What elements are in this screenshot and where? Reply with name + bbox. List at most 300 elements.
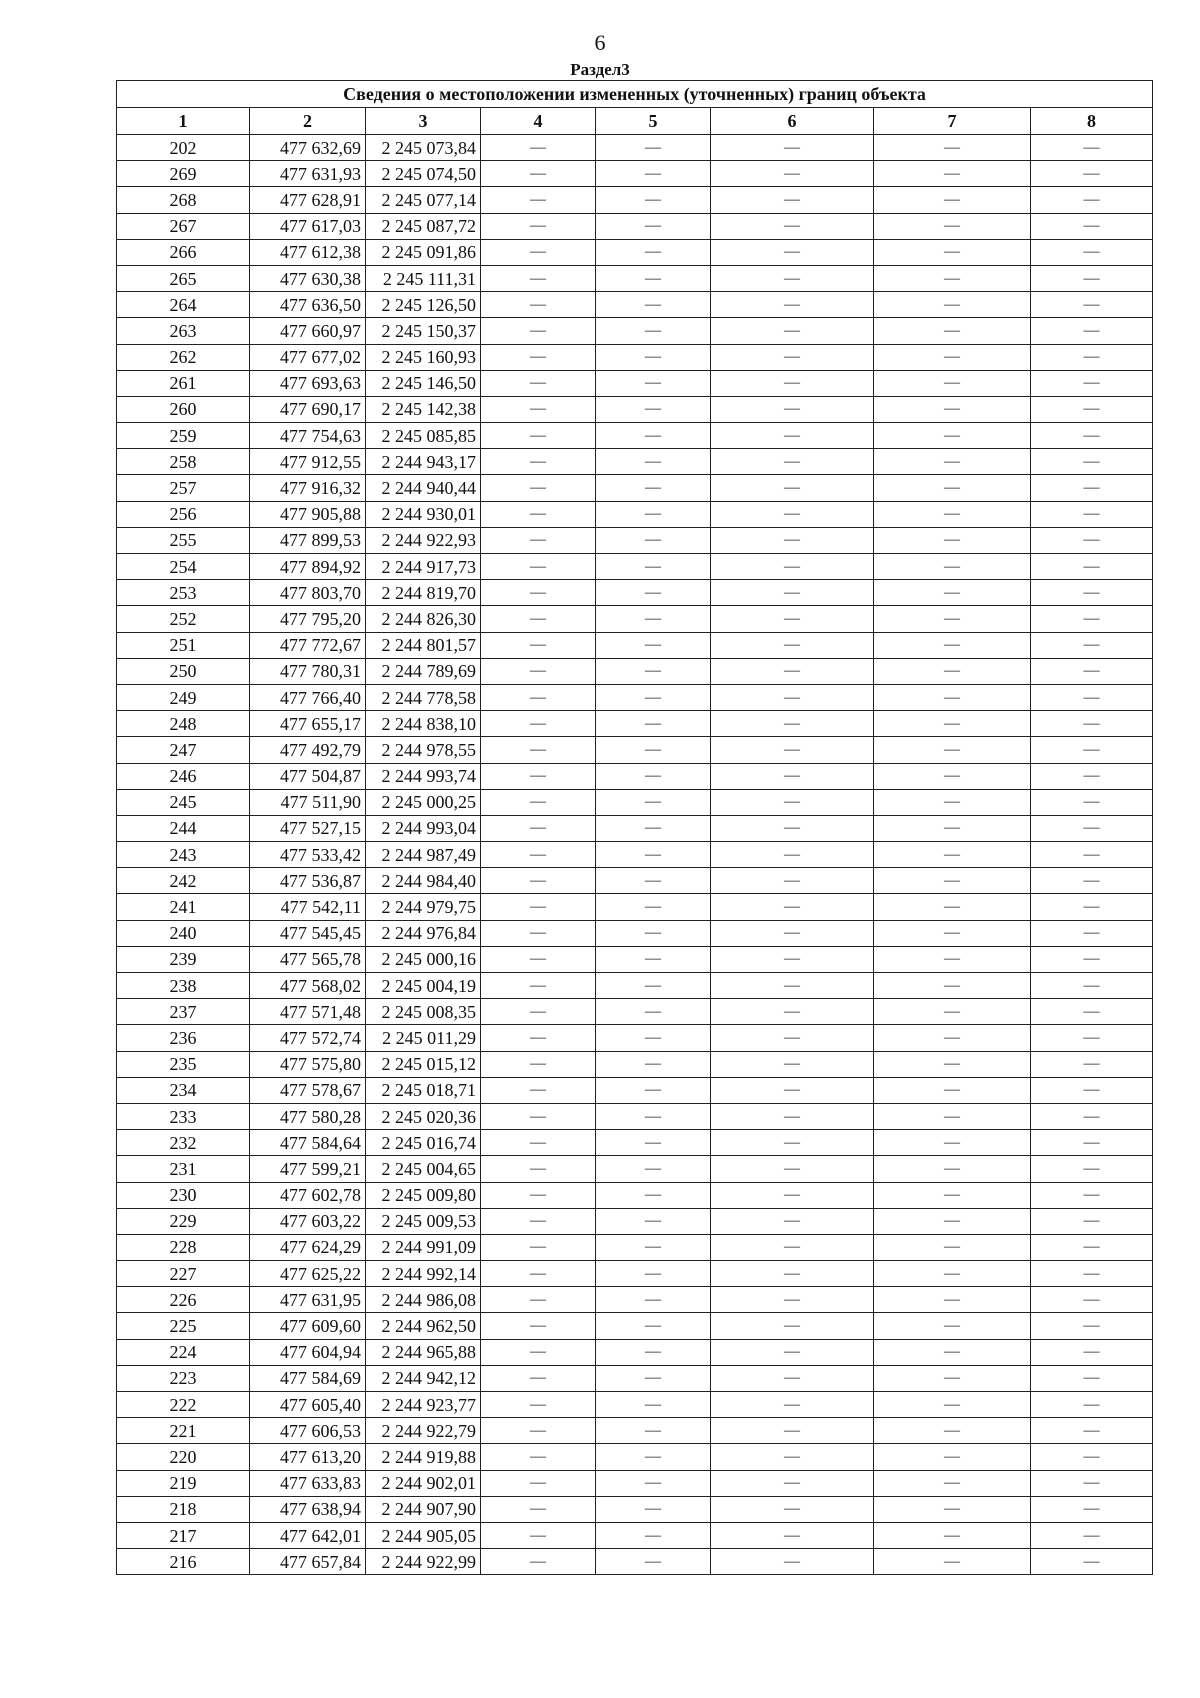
empty-value-cell: —: [711, 187, 874, 213]
empty-value-cell: —: [481, 894, 596, 920]
point-number-cell: 268: [117, 187, 250, 213]
point-number-cell: 219: [117, 1470, 250, 1496]
empty-value-cell: —: [596, 946, 711, 972]
table-row: [117, 1025, 1153, 1051]
empty-value-cell: —: [596, 265, 711, 291]
point-number-cell: 241: [117, 894, 250, 920]
empty-value-cell: —: [874, 1522, 1031, 1548]
empty-value-cell: —: [874, 1313, 1031, 1339]
empty-value-cell: —: [481, 1392, 596, 1418]
table-row: [117, 318, 1153, 344]
empty-value-cell: —: [874, 789, 1031, 815]
table-row: [117, 1496, 1153, 1522]
empty-value-cell: —: [711, 449, 874, 475]
y-coordinate-cell: 2 244 778,58: [366, 684, 481, 710]
empty-value-cell: —: [1031, 292, 1153, 318]
point-number-cell: 220: [117, 1444, 250, 1470]
empty-value-cell: —: [711, 135, 874, 161]
column-number-header: 7: [874, 108, 1031, 135]
y-coordinate-cell: 2 245 077,14: [366, 187, 481, 213]
point-number-cell: 260: [117, 396, 250, 422]
empty-value-cell: —: [1031, 449, 1153, 475]
empty-value-cell: —: [874, 1077, 1031, 1103]
x-coordinate-cell: 477 655,17: [250, 711, 366, 737]
x-coordinate-cell: 477 803,70: [250, 580, 366, 606]
empty-value-cell: —: [481, 475, 596, 501]
x-coordinate-cell: 477 912,55: [250, 449, 366, 475]
empty-value-cell: —: [711, 868, 874, 894]
empty-value-cell: —: [1031, 920, 1153, 946]
point-number-cell: 243: [117, 842, 250, 868]
y-coordinate-cell: 2 245 111,31: [366, 265, 481, 291]
point-number-cell: 238: [117, 973, 250, 999]
empty-value-cell: —: [874, 1130, 1031, 1156]
empty-value-cell: —: [481, 1418, 596, 1444]
empty-value-cell: —: [711, 815, 874, 841]
empty-value-cell: —: [1031, 946, 1153, 972]
empty-value-cell: —: [481, 711, 596, 737]
empty-value-cell: —: [481, 789, 596, 815]
empty-value-cell: —: [596, 1208, 711, 1234]
empty-value-cell: —: [711, 1313, 874, 1339]
section-title: Раздел3: [570, 60, 630, 79]
empty-value-cell: —: [596, 1470, 711, 1496]
column-number-header: 3: [366, 108, 481, 135]
empty-value-cell: —: [874, 1392, 1031, 1418]
x-coordinate-cell: 477 633,83: [250, 1470, 366, 1496]
empty-value-cell: —: [874, 711, 1031, 737]
x-coordinate-cell: 477 660,97: [250, 318, 366, 344]
empty-value-cell: —: [596, 1051, 711, 1077]
point-number-cell: 250: [117, 658, 250, 684]
table-row: [117, 1522, 1153, 1548]
empty-value-cell: —: [711, 1287, 874, 1313]
point-number-cell: 255: [117, 527, 250, 553]
table-row: [117, 135, 1153, 161]
empty-value-cell: —: [711, 370, 874, 396]
empty-value-cell: —: [874, 1496, 1031, 1522]
point-number-cell: 257: [117, 475, 250, 501]
empty-value-cell: —: [874, 1470, 1031, 1496]
empty-value-cell: —: [1031, 161, 1153, 187]
table-row: [117, 370, 1153, 396]
empty-value-cell: —: [711, 1103, 874, 1129]
point-number-cell: 256: [117, 501, 250, 527]
x-coordinate-cell: 477 780,31: [250, 658, 366, 684]
empty-value-cell: —: [481, 527, 596, 553]
empty-value-cell: —: [481, 1496, 596, 1522]
point-number-cell: 229: [117, 1208, 250, 1234]
x-coordinate-cell: 477 617,03: [250, 213, 366, 239]
empty-value-cell: —: [596, 894, 711, 920]
empty-value-cell: —: [596, 449, 711, 475]
empty-value-cell: —: [874, 1208, 1031, 1234]
empty-value-cell: —: [711, 1339, 874, 1365]
empty-value-cell: —: [1031, 265, 1153, 291]
x-coordinate-cell: 477 536,87: [250, 868, 366, 894]
empty-value-cell: —: [874, 763, 1031, 789]
x-coordinate-cell: 477 638,94: [250, 1496, 366, 1522]
empty-value-cell: —: [874, 1156, 1031, 1182]
table-body: [117, 135, 1153, 1575]
empty-value-cell: —: [874, 527, 1031, 553]
table-row: [117, 1182, 1153, 1208]
empty-value-cell: —: [1031, 370, 1153, 396]
y-coordinate-cell: 2 244 943,17: [366, 449, 481, 475]
empty-value-cell: —: [711, 475, 874, 501]
point-number-cell: 226: [117, 1287, 250, 1313]
empty-value-cell: —: [874, 658, 1031, 684]
table-row: [117, 946, 1153, 972]
empty-value-cell: —: [711, 213, 874, 239]
empty-value-cell: —: [481, 318, 596, 344]
point-number-cell: 254: [117, 554, 250, 580]
y-coordinate-cell: 2 245 020,36: [366, 1103, 481, 1129]
x-coordinate-cell: 477 604,94: [250, 1339, 366, 1365]
empty-value-cell: —: [874, 239, 1031, 265]
empty-value-cell: —: [711, 161, 874, 187]
table-row: [117, 763, 1153, 789]
empty-value-cell: —: [596, 606, 711, 632]
empty-value-cell: —: [481, 842, 596, 868]
empty-value-cell: —: [1031, 711, 1153, 737]
point-number-cell: 231: [117, 1156, 250, 1182]
point-number-cell: 234: [117, 1077, 250, 1103]
empty-value-cell: —: [711, 1077, 874, 1103]
empty-value-cell: —: [481, 396, 596, 422]
empty-value-cell: —: [481, 606, 596, 632]
empty-value-cell: —: [711, 1156, 874, 1182]
empty-value-cell: —: [1031, 684, 1153, 710]
empty-value-cell: —: [596, 344, 711, 370]
empty-value-cell: —: [874, 213, 1031, 239]
empty-value-cell: —: [481, 1051, 596, 1077]
empty-value-cell: —: [874, 1549, 1031, 1575]
empty-value-cell: —: [596, 135, 711, 161]
empty-value-cell: —: [874, 1365, 1031, 1391]
y-coordinate-cell: 2 245 016,74: [366, 1130, 481, 1156]
empty-value-cell: —: [1031, 1182, 1153, 1208]
empty-value-cell: —: [596, 1496, 711, 1522]
table-row: [117, 1549, 1153, 1575]
empty-value-cell: —: [711, 292, 874, 318]
table-row: [117, 1339, 1153, 1365]
y-coordinate-cell: 2 244 907,90: [366, 1496, 481, 1522]
empty-value-cell: —: [596, 213, 711, 239]
point-number-cell: 221: [117, 1418, 250, 1444]
point-number-cell: 249: [117, 684, 250, 710]
y-coordinate-cell: 2 244 902,01: [366, 1470, 481, 1496]
y-coordinate-cell: 2 245 000,16: [366, 946, 481, 972]
x-coordinate-cell: 477 677,02: [250, 344, 366, 370]
table-row: [117, 815, 1153, 841]
empty-value-cell: —: [1031, 606, 1153, 632]
empty-value-cell: —: [874, 135, 1031, 161]
empty-value-cell: —: [1031, 1130, 1153, 1156]
empty-value-cell: —: [481, 1130, 596, 1156]
y-coordinate-cell: 2 245 008,35: [366, 999, 481, 1025]
table-row: [117, 684, 1153, 710]
point-number-cell: 267: [117, 213, 250, 239]
y-coordinate-cell: 2 244 922,99: [366, 1549, 481, 1575]
table-row: [117, 842, 1153, 868]
y-coordinate-cell: 2 244 962,50: [366, 1313, 481, 1339]
empty-value-cell: —: [596, 1339, 711, 1365]
empty-value-cell: —: [874, 1051, 1031, 1077]
point-number-cell: 252: [117, 606, 250, 632]
y-coordinate-cell: 2 244 940,44: [366, 475, 481, 501]
column-number-header: 6: [711, 108, 874, 135]
empty-value-cell: —: [711, 1261, 874, 1287]
table-row: [117, 554, 1153, 580]
empty-value-cell: —: [711, 842, 874, 868]
empty-value-cell: —: [874, 1287, 1031, 1313]
y-coordinate-cell: 2 244 819,70: [366, 580, 481, 606]
table-row: [117, 239, 1153, 265]
empty-value-cell: —: [596, 737, 711, 763]
empty-value-cell: —: [874, 920, 1031, 946]
y-coordinate-cell: 2 244 979,75: [366, 894, 481, 920]
table-row: [117, 789, 1153, 815]
empty-value-cell: —: [1031, 344, 1153, 370]
empty-value-cell: —: [711, 1496, 874, 1522]
point-number-cell: 269: [117, 161, 250, 187]
empty-value-cell: —: [1031, 1103, 1153, 1129]
empty-value-cell: —: [481, 1470, 596, 1496]
empty-value-cell: —: [874, 475, 1031, 501]
empty-value-cell: —: [596, 239, 711, 265]
x-coordinate-cell: 477 605,40: [250, 1392, 366, 1418]
y-coordinate-cell: 2 245 087,72: [366, 213, 481, 239]
empty-value-cell: —: [481, 684, 596, 710]
x-coordinate-cell: 477 772,67: [250, 632, 366, 658]
empty-value-cell: —: [481, 239, 596, 265]
empty-value-cell: —: [874, 632, 1031, 658]
point-number-cell: 216: [117, 1549, 250, 1575]
column-number-header: 5: [596, 108, 711, 135]
empty-value-cell: —: [596, 1392, 711, 1418]
empty-value-cell: —: [481, 1182, 596, 1208]
x-coordinate-cell: 477 766,40: [250, 684, 366, 710]
empty-value-cell: —: [596, 1182, 711, 1208]
x-coordinate-cell: 477 628,91: [250, 187, 366, 213]
empty-value-cell: —: [874, 501, 1031, 527]
empty-value-cell: —: [1031, 1051, 1153, 1077]
empty-value-cell: —: [481, 920, 596, 946]
point-number-cell: 230: [117, 1182, 250, 1208]
table-row: [117, 449, 1153, 475]
empty-value-cell: —: [874, 1025, 1031, 1051]
empty-value-cell: —: [711, 606, 874, 632]
table-row: [117, 161, 1153, 187]
empty-value-cell: —: [874, 580, 1031, 606]
empty-value-cell: —: [481, 344, 596, 370]
empty-value-cell: —: [1031, 1234, 1153, 1260]
empty-value-cell: —: [711, 684, 874, 710]
empty-value-cell: —: [596, 501, 711, 527]
table-row: [117, 711, 1153, 737]
empty-value-cell: —: [481, 737, 596, 763]
empty-value-cell: —: [711, 1025, 874, 1051]
table-row: [117, 1234, 1153, 1260]
table-row: [117, 527, 1153, 553]
x-coordinate-cell: 477 631,93: [250, 161, 366, 187]
x-coordinate-cell: 477 642,01: [250, 1522, 366, 1548]
empty-value-cell: —: [596, 527, 711, 553]
empty-value-cell: —: [596, 999, 711, 1025]
empty-value-cell: —: [1031, 501, 1153, 527]
empty-value-cell: —: [1031, 658, 1153, 684]
empty-value-cell: —: [711, 1130, 874, 1156]
empty-value-cell: —: [711, 580, 874, 606]
x-coordinate-cell: 477 894,92: [250, 554, 366, 580]
empty-value-cell: —: [481, 370, 596, 396]
x-coordinate-cell: 477 575,80: [250, 1051, 366, 1077]
x-coordinate-cell: 477 545,45: [250, 920, 366, 946]
empty-value-cell: —: [481, 1077, 596, 1103]
empty-value-cell: —: [874, 894, 1031, 920]
empty-value-cell: —: [596, 1261, 711, 1287]
empty-value-cell: —: [1031, 187, 1153, 213]
empty-value-cell: —: [711, 1470, 874, 1496]
empty-value-cell: —: [596, 292, 711, 318]
empty-value-cell: —: [481, 1261, 596, 1287]
y-coordinate-cell: 2 244 991,09: [366, 1234, 481, 1260]
y-coordinate-cell: 2 244 789,69: [366, 658, 481, 684]
empty-value-cell: —: [1031, 842, 1153, 868]
point-number-cell: 235: [117, 1051, 250, 1077]
empty-value-cell: —: [1031, 1339, 1153, 1365]
x-coordinate-cell: 477 533,42: [250, 842, 366, 868]
empty-value-cell: —: [1031, 815, 1153, 841]
x-coordinate-cell: 477 795,20: [250, 606, 366, 632]
empty-value-cell: —: [1031, 1261, 1153, 1287]
empty-value-cell: —: [481, 265, 596, 291]
empty-value-cell: —: [1031, 475, 1153, 501]
empty-value-cell: —: [1031, 213, 1153, 239]
y-coordinate-cell: 2 244 930,01: [366, 501, 481, 527]
empty-value-cell: —: [1031, 1496, 1153, 1522]
x-coordinate-cell: 477 599,21: [250, 1156, 366, 1182]
point-number-cell: 244: [117, 815, 250, 841]
empty-value-cell: —: [481, 554, 596, 580]
empty-value-cell: —: [481, 1103, 596, 1129]
empty-value-cell: —: [1031, 1313, 1153, 1339]
x-coordinate-cell: 477 612,38: [250, 239, 366, 265]
empty-value-cell: —: [874, 999, 1031, 1025]
y-coordinate-cell: 2 244 993,74: [366, 763, 481, 789]
table-row: [117, 1365, 1153, 1391]
empty-value-cell: —: [874, 161, 1031, 187]
empty-value-cell: —: [596, 632, 711, 658]
point-number-cell: 247: [117, 737, 250, 763]
empty-value-cell: —: [481, 1313, 596, 1339]
x-coordinate-cell: 477 504,87: [250, 763, 366, 789]
y-coordinate-cell: 2 244 826,30: [366, 606, 481, 632]
point-number-cell: 218: [117, 1496, 250, 1522]
empty-value-cell: —: [874, 554, 1031, 580]
empty-value-cell: —: [596, 711, 711, 737]
table-row: [117, 213, 1153, 239]
empty-value-cell: —: [711, 763, 874, 789]
x-coordinate-cell: 477 606,53: [250, 1418, 366, 1444]
x-coordinate-cell: 477 603,22: [250, 1208, 366, 1234]
point-number-cell: 259: [117, 423, 250, 449]
empty-value-cell: —: [711, 554, 874, 580]
y-coordinate-cell: 2 245 004,19: [366, 973, 481, 999]
empty-value-cell: —: [596, 475, 711, 501]
empty-value-cell: —: [711, 501, 874, 527]
table-row: [117, 344, 1153, 370]
empty-value-cell: —: [711, 1208, 874, 1234]
y-coordinate-cell: 2 245 009,80: [366, 1182, 481, 1208]
column-number-header: 4: [481, 108, 596, 135]
empty-value-cell: —: [874, 292, 1031, 318]
empty-value-cell: —: [481, 973, 596, 999]
empty-value-cell: —: [596, 868, 711, 894]
empty-value-cell: —: [596, 973, 711, 999]
empty-value-cell: —: [481, 501, 596, 527]
empty-value-cell: —: [596, 161, 711, 187]
table-row: [117, 1103, 1153, 1129]
x-coordinate-cell: 477 630,38: [250, 265, 366, 291]
empty-value-cell: —: [481, 1365, 596, 1391]
y-coordinate-cell: 2 244 984,40: [366, 868, 481, 894]
y-coordinate-cell: 2 245 085,85: [366, 423, 481, 449]
empty-value-cell: —: [481, 1339, 596, 1365]
point-number-cell: 266: [117, 239, 250, 265]
x-coordinate-cell: 477 632,69: [250, 135, 366, 161]
table-row: [117, 1208, 1153, 1234]
empty-value-cell: —: [481, 1549, 596, 1575]
empty-value-cell: —: [874, 684, 1031, 710]
x-coordinate-cell: 477 693,63: [250, 370, 366, 396]
empty-value-cell: —: [596, 1156, 711, 1182]
empty-value-cell: —: [1031, 1392, 1153, 1418]
empty-value-cell: —: [1031, 1208, 1153, 1234]
empty-value-cell: —: [1031, 632, 1153, 658]
empty-value-cell: —: [596, 789, 711, 815]
y-coordinate-cell: 2 244 905,05: [366, 1522, 481, 1548]
x-coordinate-cell: 477 690,17: [250, 396, 366, 422]
empty-value-cell: —: [596, 1287, 711, 1313]
empty-value-cell: —: [1031, 318, 1153, 344]
table-caption: Сведения о местоположении измененных (уточненных) границ объекта: [117, 81, 1153, 108]
point-number-cell: 246: [117, 763, 250, 789]
empty-value-cell: —: [481, 135, 596, 161]
x-coordinate-cell: 477 657,84: [250, 1549, 366, 1575]
y-coordinate-cell: 2 244 917,73: [366, 554, 481, 580]
x-coordinate-cell: 477 568,02: [250, 973, 366, 999]
empty-value-cell: —: [481, 1234, 596, 1260]
empty-value-cell: —: [711, 527, 874, 553]
empty-value-cell: —: [711, 239, 874, 265]
x-coordinate-cell: 477 905,88: [250, 501, 366, 527]
y-coordinate-cell: 2 244 922,93: [366, 527, 481, 553]
empty-value-cell: —: [874, 1182, 1031, 1208]
empty-value-cell: —: [481, 449, 596, 475]
point-number-cell: 237: [117, 999, 250, 1025]
empty-value-cell: —: [1031, 527, 1153, 553]
empty-value-cell: —: [711, 423, 874, 449]
empty-value-cell: —: [711, 999, 874, 1025]
empty-value-cell: —: [1031, 580, 1153, 606]
x-coordinate-cell: 477 584,64: [250, 1130, 366, 1156]
column-number-row: [117, 108, 1153, 135]
empty-value-cell: —: [1031, 554, 1153, 580]
empty-value-cell: —: [596, 423, 711, 449]
empty-value-cell: —: [596, 370, 711, 396]
